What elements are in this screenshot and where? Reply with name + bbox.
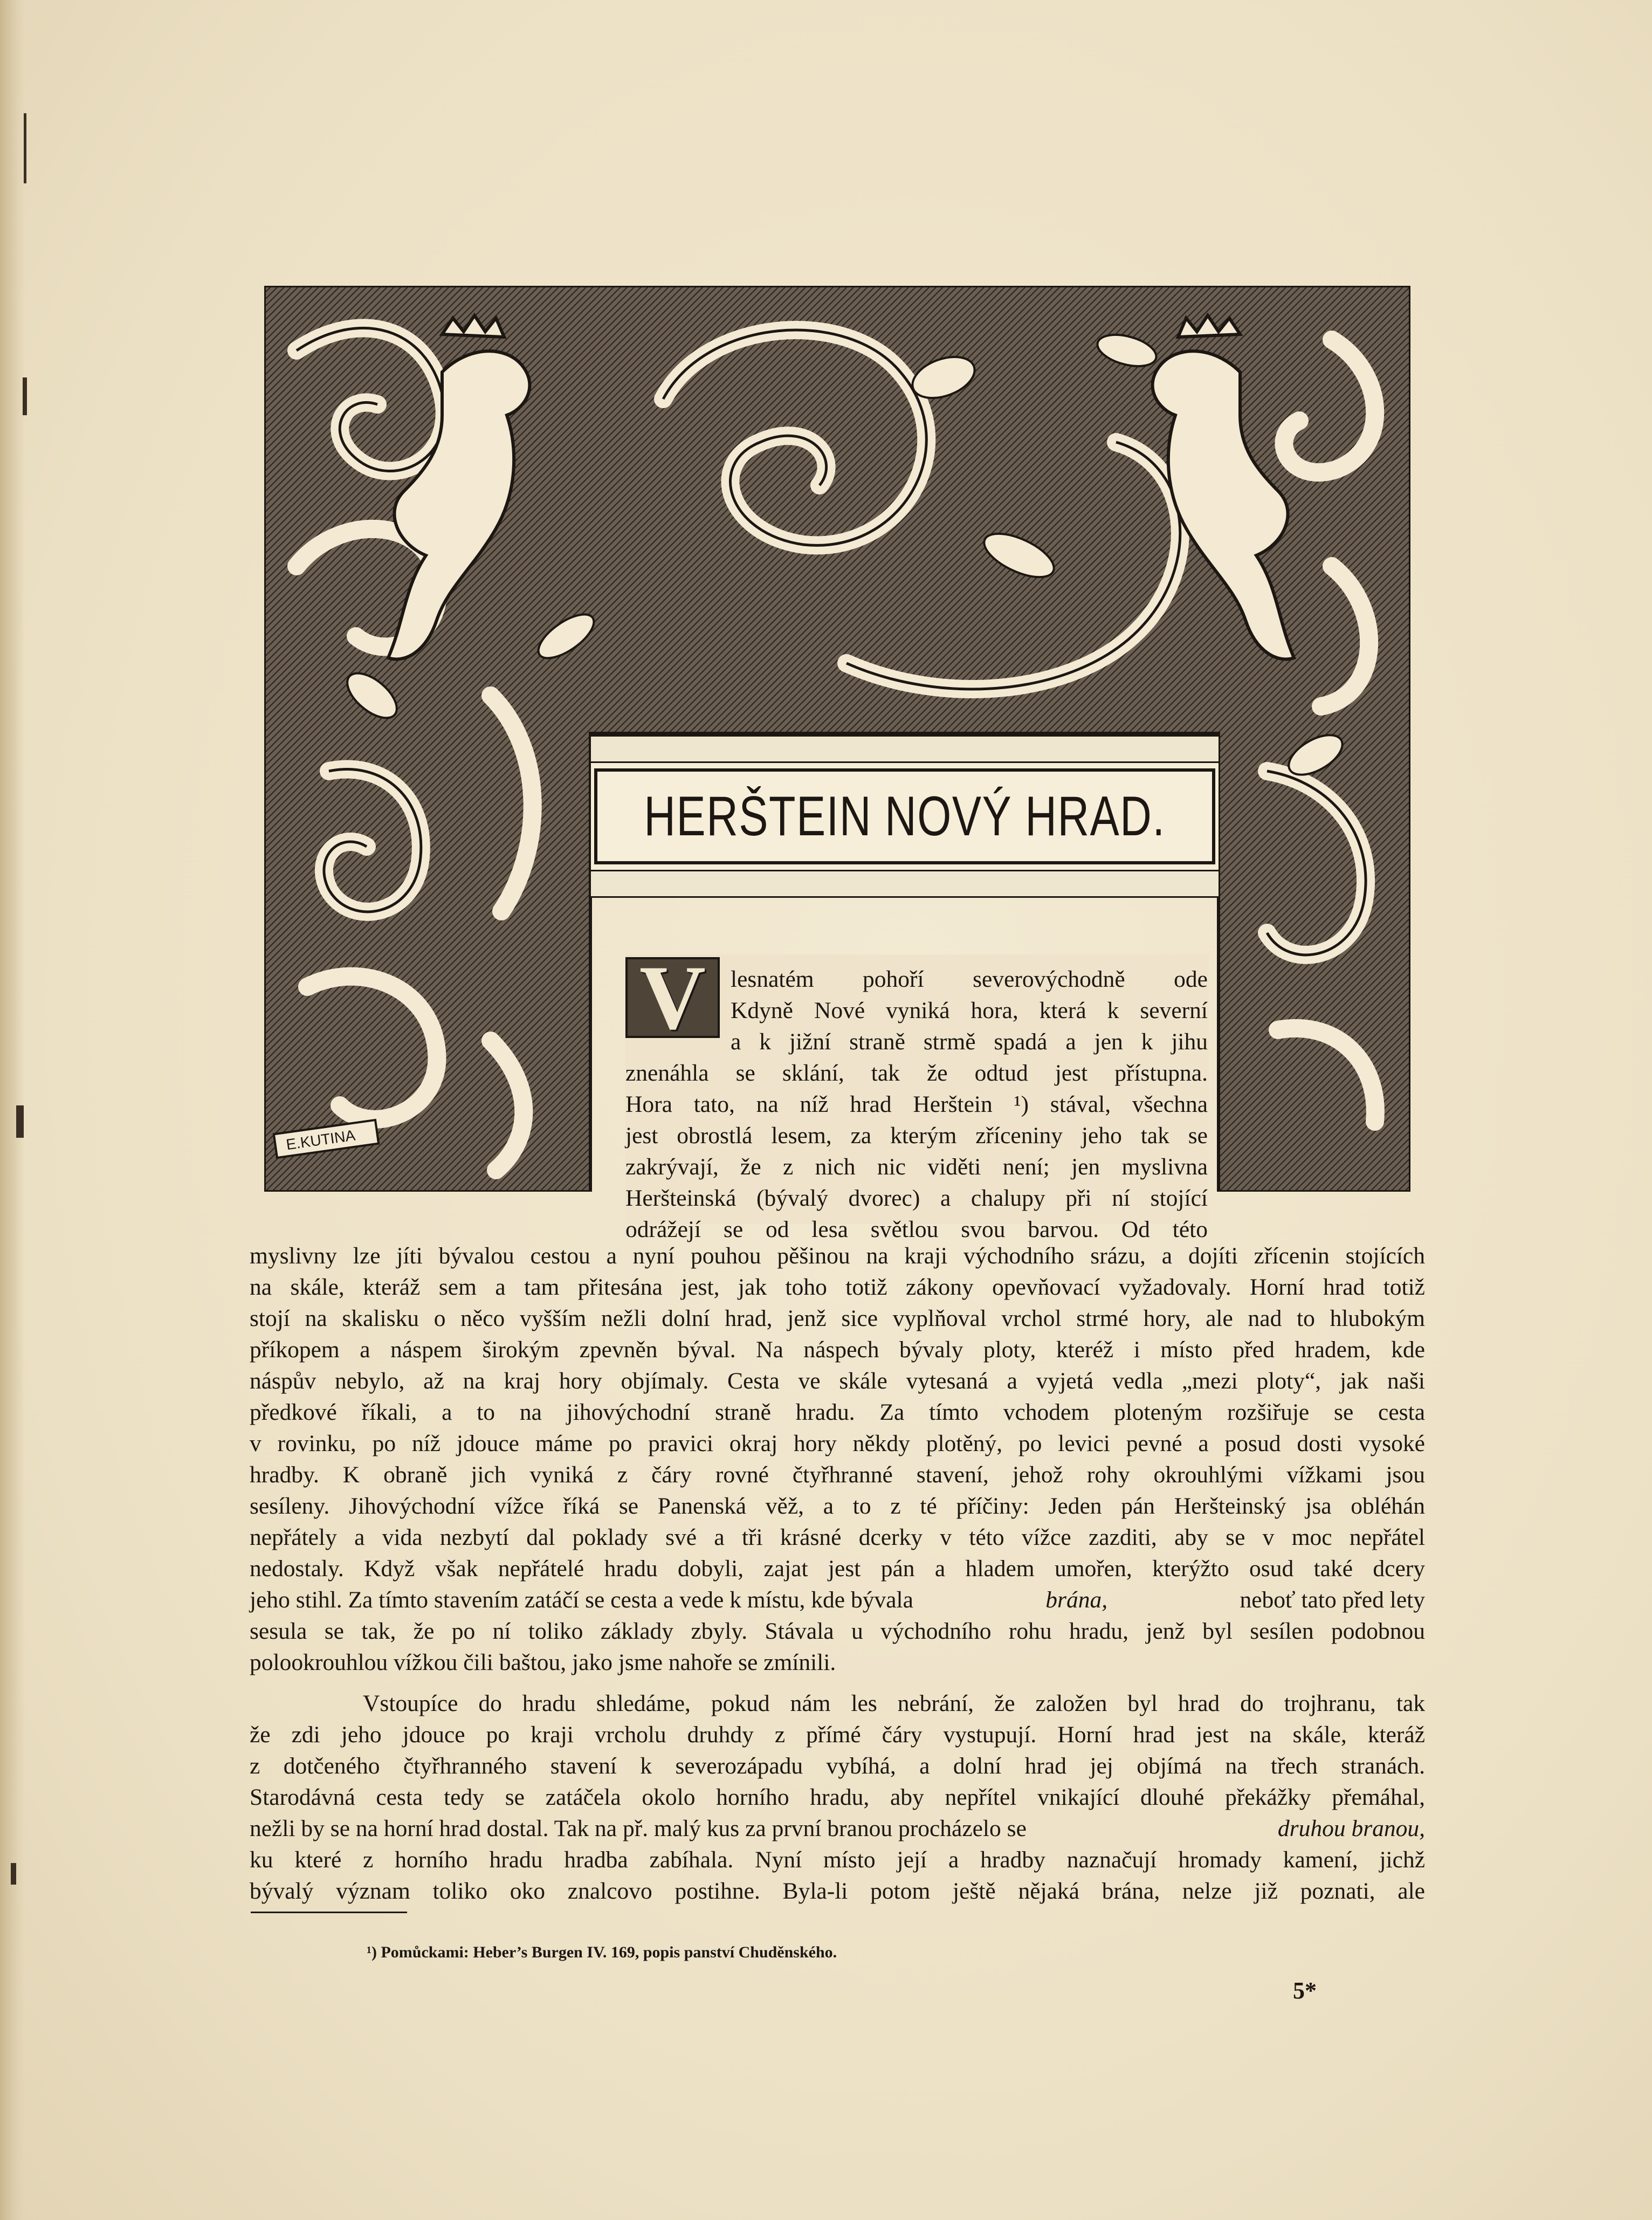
intro-line: lesnatém pohoří severovýchodně ode xyxy=(731,966,1208,992)
body-line: myslivny lze jíti bývalou cestou a nyní pouhou pěšinou na kraji východního srázu, a dojíti zřícenin stojících xyxy=(250,1243,1425,1269)
body-line: stojí na skalisku o něco vyšším nežli dolní hrad, jenž sice vyplňoval vrchol strmé hory, ale nad to hlubokým xyxy=(250,1305,1425,1331)
body-text: jeho stihl. Za tímto stavením zatáčí se cesta a vede k místu, kde bývala xyxy=(250,1587,913,1613)
body-line: polookrouhlou vížkou čili baštou, jako jsme nahoře se zmínili. xyxy=(250,1649,836,1675)
dropcap-letter: V xyxy=(639,947,706,1048)
body-line: hradby. K obraně jich vyniká z čáry rovné čtyřhranné stavení, jehož rohy okrouhlými vížkami jsou xyxy=(250,1462,1425,1488)
body-text-italic: brána, xyxy=(1045,1587,1108,1613)
page-number: 5* xyxy=(1293,1977,1317,2004)
intro-line: Hora tato, na níž hrad Herštein ¹) stával, všechna xyxy=(625,1091,1208,1117)
body-text-italic: druhou branou, xyxy=(1277,1816,1425,1841)
body-line-mixed xyxy=(250,1584,1425,1616)
body-line: Starodávná cesta tedy se zatáčela okolo horního hradu, aby nepřítel vnikající dlouhé překážky přemáhal, xyxy=(250,1784,1425,1810)
intro-line: odrážejí se od lesa světlou svou barvou. Od této xyxy=(625,1216,1208,1242)
intro-line: jest obrostlá lesem, za kterým zříceniny jeho tak se xyxy=(625,1123,1208,1149)
intro-line: a k jižní straně strmě spadá a jen k jihu xyxy=(731,1029,1208,1055)
footnote: ¹) Pomůckami: Heber’s Burgen IV. 169, popis panství Chuděnského. xyxy=(367,1943,837,1961)
body-line-mixed xyxy=(250,1813,1425,1844)
body-line: ku které z horního hradu hradba zabíhala. Nyní místo její a hradby naznačují hromady kamení, jichž xyxy=(250,1847,1425,1873)
dropcap xyxy=(625,947,720,1048)
margin-mark xyxy=(16,1105,24,1138)
body-line: Vstoupíce do hradu shledáme, pokud nám les nebrání, že založen byl hrad do trojhranu, tak xyxy=(363,1690,1425,1716)
title-band-bottom xyxy=(591,870,1219,898)
intro-line: Kdyně Nové vyniká hora, která k severní xyxy=(731,998,1208,1023)
body-line: na skále, kteráž sem a tam přitesána jest, jak toho totiž zákony opevňovací vyžadovaly. Horní hrad totiž xyxy=(250,1274,1425,1300)
title-band-top xyxy=(591,735,1219,763)
body-line: sesíleny. Jihovýchodní vížce říká se Panenská věž, a to z té příčiny: Jeden pán Heršteinský jsa obléhán xyxy=(250,1493,1425,1519)
body-line: nedostaly. Když však nepřátelé hradu dobyli, zajat jest pán a hladem umořen, kterýžto osud také dcery xyxy=(250,1556,1425,1582)
body-text: neboť tato před lety xyxy=(1240,1587,1425,1613)
body-text: nežli by se na horní hrad dostal. Tak na př. malý kus za první branou procházelo se xyxy=(250,1816,1027,1841)
body-line: sesula se tak, že po ní toliko základy zbyly. Stávala u východního rohu hradu, jenž byl sesílen podobnou xyxy=(250,1618,1425,1644)
body-line: předkové říkali, a to na jihovýchodní straně hradu. Za tímto vchodem ploteným rozšiřuje se cesta xyxy=(250,1399,1425,1425)
margin-mark xyxy=(23,377,27,415)
margin-mark xyxy=(24,113,26,183)
intro-line: zakrývají, že z nich nic viděti není; jen myslivna xyxy=(625,1154,1208,1180)
body-line: příkopem a náspem širokým zpevněn býval. Na náspech bývaly ploty, kteréž i místo před hradem, kde xyxy=(250,1337,1425,1363)
intro-line: Heršteinská (bývalý dvorec) a chalupy při ní stojící xyxy=(625,1185,1208,1211)
intro-line: znenáhla se sklání, tak že odtud jest přístupna. xyxy=(625,1060,1208,1086)
title-frame xyxy=(594,768,1215,864)
body-line: bývalý význam toliko oko znalcovo postihne. Byla-li potom ještě nějaká brána, nelze již poznati, ale xyxy=(250,1878,1425,1904)
body-line: z dotčeného čtyřhranného stavení k severozápadu vybíhá, a dolní hrad jej objímá na třech stranách. xyxy=(250,1753,1425,1779)
page-title: HERŠTEIN NOVÝ HRAD. xyxy=(644,785,1166,848)
engraver-signature: E.KUTINA xyxy=(285,1126,356,1153)
margin-mark xyxy=(11,1863,16,1885)
body-line: že zdi jeho jdouce po kraji vrcholu druhdy z přímé čáry vystupují. Horní hrad jest na skále, kteráž xyxy=(250,1722,1425,1748)
body-line: nepřátely a vida nezbytí dal poklady své a tři krásné dcerky v této vížce zazditi, aby se v moc nepřátel xyxy=(250,1524,1425,1550)
title-box xyxy=(591,735,1219,898)
body-line: náspův nebylo, až na kraj hory objímaly. Cesta ve skále vytesaná a vyjetá vedla „mezi ploty“, jak naši xyxy=(250,1368,1425,1394)
footnote-rule xyxy=(251,1912,407,1913)
body-line: v rovinku, po níž jdouce máme po pravici okraj hory někdy plotěný, po levici pevné a posud dosti vysoké xyxy=(250,1431,1425,1456)
